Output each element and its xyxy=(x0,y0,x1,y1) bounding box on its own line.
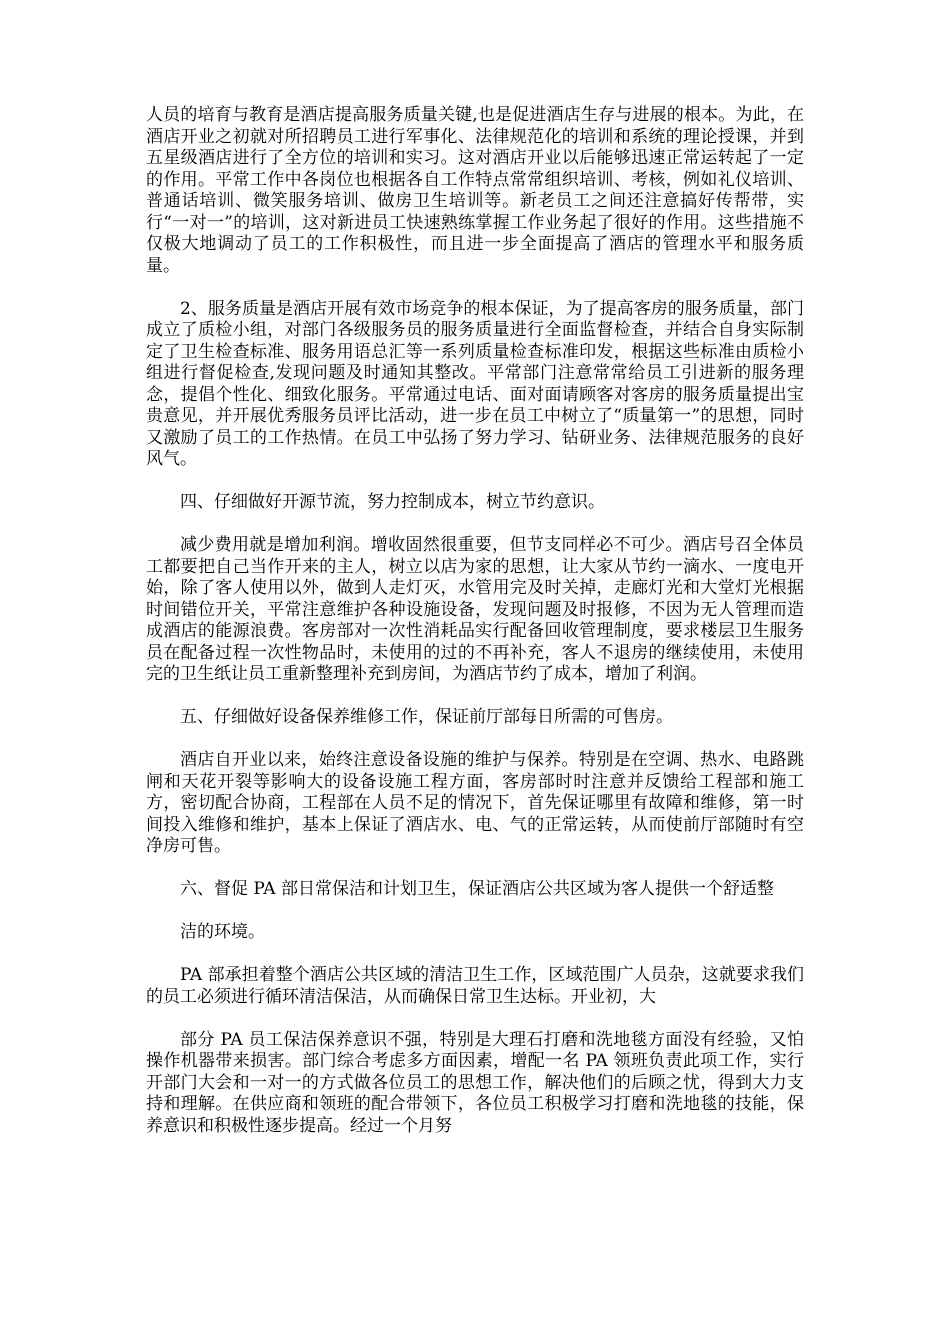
document-body xyxy=(146,105,804,1159)
paragraph-staff-training: 人员的培育与教育是酒店提高服务质量关键,也是促进酒店生存与进展的根本。为此，在酒店开业之初就对所招聘员工进行军事化、法律规范化的培训和系统的理论授课，并到五星级酒店进行了全方位的培训和实习。这对酒店开业以后能够迅速正常运转起了一定的作用。平常工作中各岗位也根据各自工作特点常常组织培训、考核，例如礼仪培训、普通话培训、微笑服务培训、做房卫生培训等。新老员工之间还注意搞好传帮带，实行“一对一”的培训，这对新进员工快速熟练掌握工作业务起了很好的作用。这些措施不仅极大地调动了员工的工作积极性，而且进一步全面提高了酒店的管理水平和服务质量。 xyxy=(146,105,804,276)
section-heading-maintenance: 五、仔细做好设备保养维修工作，保证前厅部每日所需的可售房。 xyxy=(180,707,673,727)
paragraph-cost-control: 减少费用就是增加利润。增收固然很重要，但节支同样必不可少。酒店号召全体员工都要把自己当作开来的主人，树立以店为家的思想，让大家从节约一滴水、一度电开始，除了客人使用以外，做到人走灯灭，水管用完及时关掉，走廊灯光和大堂灯光根据时间错位开关，平常注意维护各种设施设备，发现问题及时报修，不因为无人管理而造成酒店的能源浪费。客房部对一次性消耗品实行配备回收管理制度，要求楼层卫生服务员在配备过程一次性物品时，未使用的过的不再补充，客人不退房的继续使用，未使用完的卫生纸让员工重新整理补充到房间，为酒店节约了成本，增加了利润。 xyxy=(146,535,804,684)
paragraph-maintenance: 酒店自开业以来，始终注意设备设施的维护与保养。特别是在空调、热水、电路跳闸和天花开裂等影响大的设备设施工程方面，客房部时时注意并反馈给工程部和施工方，密切配合协商，工程部在人员不足的情况下，首先保证哪里有故障和维修，第一时间投入维修和维护，基本上保证了酒店水、电、气的正常运转，从而使前厅部随时有空净房可售。 xyxy=(146,750,804,856)
paragraph-service-quality: 2、服务质量是酒店开展有效市场竞争的根本保证，为了提高客房的服务质量，部门成立了质检小组，对部门各级服务员的服务质量进行全面监督检查，并结合自身实际制定了卫生检查标准、服务用语总汇等一系列质量检查标准印发，根据这些标准由质检小组进行督促检查,发现问题及时通知其整改。平常部门注意常常给员工引进新的服务理念，提倡个性化、细致化服务。平常通过电话、面对面请顾客对客房的服务质量提出宝贵意见，并开展优秀服务员评比活动，进一步在员工中树立了“质量第一”的思想，同时又激励了员工的工作热情。在员工中弘扬了努力学习、钻研业务、法律规范服务的良好风气。 xyxy=(146,298,804,469)
paragraph-pa-staff: 部分 PA 员工保洁保养意识不强，特别是大理石打磨和洗地毯方面没有经验，又怕操作机器带来损害。部门综合考虑多方面因素，增配一名 PA 领班负责此项工作，实行开部门大会和一对一的方式做各位员工的思想工作，解决他们的后顾之忧，得到大力支持和理解。在供应商和领班的配合带领下，各位员工积极学习打磨和洗地毯的技能，保养意识和积极性逐步提高。经过一个月努 xyxy=(146,1029,804,1136)
section-heading-cost-control: 四、仔细做好开源节流，努力控制成本，树立节约意识。 xyxy=(180,492,605,512)
section-heading-pa-cleaning: 六、督促 PA 部日常保洁和计划卫生，保证酒店公共区域为客人提供一个舒适整 xyxy=(180,879,774,899)
section-heading-pa-cleaning-continued: 洁的环境。 xyxy=(180,922,265,942)
paragraph-pa-department: PA 部承担着整个酒店公共区域的清洁卫生工作，区域范围广人员杂，这就要求我们的员工必须进行循环清洁保洁，从而确保日常卫生达标。开业初，大 xyxy=(146,965,804,1007)
